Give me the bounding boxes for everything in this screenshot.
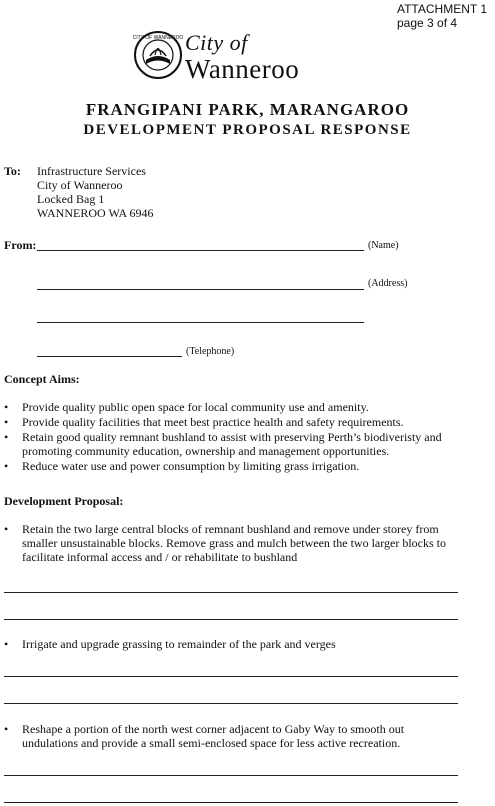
from-label: From:: [4, 238, 37, 252]
telephone-label: (Telephone): [186, 346, 235, 357]
proposal-item-1: [22, 522, 446, 564]
svg-text:CITY OF WANNEROO: CITY OF WANNEROO: [133, 35, 183, 41]
attachment-label: ATTACHMENT 1: [396, 2, 487, 16]
bullet-icon: •: [4, 459, 9, 473]
response-line[interactable]: [4, 619, 458, 620]
to-line: WANNEROO WA 6946: [37, 206, 154, 220]
proposal-item-2: Irrigate and upgrade grassing to remainder of the park and verges: [22, 637, 336, 651]
document-subtitle: DEVELOPMENT PROPOSAL RESPONSE: [83, 122, 412, 138]
response-line[interactable]: [4, 592, 458, 593]
city-logo: [133, 30, 333, 90]
bullet-icon: •: [4, 415, 9, 429]
address-field-2[interactable]: [37, 322, 364, 323]
attachment-header: [397, 2, 487, 30]
concept-item: Provide quality public open space for local community use and amenity.: [22, 400, 369, 414]
proposal-line: Reshape a portion of the north west corner adjacent to Gaby Way to smooth out: [22, 722, 405, 736]
concept-item: Reduce water use and power consumption by limiting grass irrigation.: [22, 459, 360, 473]
proposal-line: smaller unsustainable blocks. Remove grass and mulch between the two larger blocks to: [22, 536, 447, 550]
bullet-icon: •: [4, 637, 9, 651]
city-seal-icon: [133, 30, 183, 80]
document-title: FRANGIPANI PARK, MARANGAROO: [85, 100, 410, 119]
proposal-item-3: [22, 722, 404, 750]
bullet-icon: •: [4, 722, 9, 736]
concept-item: Retain good quality remnant bushland to assist with preserving Perth’s biodiveristy and: [22, 430, 442, 444]
to-line: Locked Bag 1: [37, 192, 105, 206]
concept-item: Provide quality facilities that meet best practice health and safety requirements.: [22, 415, 404, 429]
telephone-field[interactable]: [37, 356, 182, 357]
address-label: (Address): [368, 278, 408, 289]
proposal-line: undulations and provide a small semi-enclosed space for less active recreation.: [22, 736, 401, 750]
to-label: To:: [4, 164, 21, 178]
response-line[interactable]: [4, 703, 458, 704]
address-field-1[interactable]: [37, 289, 364, 290]
to-line: Infrastructure Services: [37, 164, 146, 178]
to-line: City of Wanneroo: [37, 178, 123, 192]
bullet-icon: •: [4, 430, 9, 444]
concept-item-continued: promoting community education, ownership and management opportunities.: [22, 444, 390, 458]
bullet-icon: •: [4, 522, 9, 536]
logo-wanneroo: Wanneroo: [185, 54, 300, 84]
name-label: (Name): [368, 240, 399, 251]
concept-aims-heading: Concept Aims:: [4, 372, 80, 386]
proposal-line: Retain the two large central blocks of remnant bushland and remove under storey from: [22, 522, 439, 536]
response-line[interactable]: [4, 775, 458, 776]
proposal-line: facilitate informal access and / or rehabilitate to bushland: [22, 550, 298, 564]
development-proposal-heading: Development Proposal:: [4, 494, 124, 508]
logo-city-of: City of: [185, 30, 248, 55]
bullet-icon: •: [4, 400, 9, 414]
page-number: page 3 of 4: [396, 16, 458, 30]
response-line[interactable]: [4, 802, 458, 803]
name-field[interactable]: [37, 250, 364, 251]
to-address: [37, 164, 153, 220]
response-line[interactable]: [4, 676, 458, 677]
